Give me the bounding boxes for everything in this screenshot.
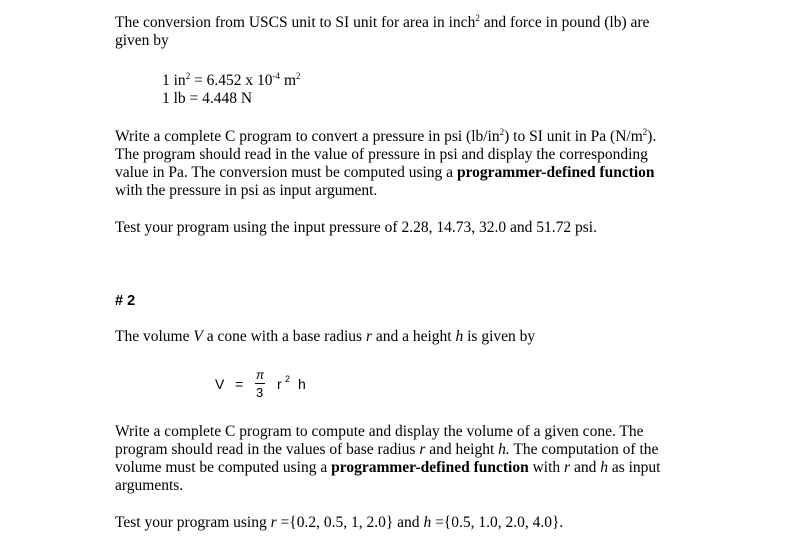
problem2-test — [115, 514, 735, 532]
desc-text: and — [570, 459, 601, 476]
var-h: h — [600, 459, 608, 476]
cone-volume-formula — [215, 366, 335, 402]
intro-text: is given by — [463, 328, 536, 345]
desc-text: with — [528, 459, 565, 476]
desc-text: program should read in the values of base radius — [115, 441, 420, 458]
superscript: -4 — [272, 71, 281, 81]
eq-text: m — [280, 72, 296, 89]
desc-text: value in Pa. The conversion must be computed using a — [115, 164, 457, 181]
problem2-heading: # 2 — [115, 293, 136, 309]
formula-lhs: V — [215, 376, 225, 392]
bold-text: programmer-defined function — [456, 164, 655, 181]
formula-r-exponent: 2 — [285, 374, 291, 384]
desc-text: volume must be computed using a — [115, 459, 332, 476]
var-r: r — [365, 328, 372, 345]
formula-r: r — [277, 376, 282, 392]
problem2-intro — [115, 328, 695, 346]
conversion-eq-area — [162, 72, 301, 90]
desc-text: ) to SI unit in Pa (N/m — [504, 128, 643, 145]
problem2-description — [115, 423, 715, 495]
superscript: 2 — [642, 127, 648, 137]
intro-text: and a height — [371, 328, 456, 345]
var-h: h. — [498, 441, 510, 458]
formula-equals: = — [235, 376, 244, 392]
test-text: Test your program using — [115, 514, 271, 531]
superscript: 2 — [296, 71, 301, 81]
desc-text: and height — [425, 441, 499, 458]
desc-text: as input — [607, 459, 661, 476]
test-text: ={0.5, 1.0, 2.0, 4.0}. — [431, 514, 564, 531]
desc-text: arguments. — [115, 477, 184, 494]
var-v: V — [193, 328, 203, 345]
intro-text: a cone with a base radius — [202, 328, 366, 345]
var-r: r — [564, 459, 571, 476]
var-h: h — [455, 328, 464, 345]
intro-text: The conversion from USCS unit to SI unit for area in inch — [115, 14, 476, 31]
intro-text: and force in pound (lb) are — [479, 14, 650, 31]
test-text: ={0.2, 0.5, 1, 2.0} and — [276, 514, 424, 531]
desc-text: Write a complete C program to compute and display the volume of a given cone. The — [115, 423, 644, 440]
var-r: r — [270, 514, 277, 531]
eq-text: 1 in — [162, 72, 186, 89]
intro-text: The volume — [115, 328, 194, 345]
intro-text: given by — [115, 32, 169, 49]
bold-text: programmer-defined function — [331, 459, 529, 476]
conversion-eq-force: 1 lb = 4.448 N — [162, 90, 253, 107]
problem1-test: Test your program using the input pressure of 2.28, 14.73, 32.0 and 51.72 psi. — [115, 219, 597, 236]
formula-numerator: π — [256, 368, 265, 382]
desc-text: The program should read in the value of pressure in psi and display the corresponding — [115, 146, 648, 163]
desc-text: ). — [647, 128, 657, 145]
eq-text: = 6.452 x 10 — [190, 72, 273, 89]
superscript: 2 — [185, 71, 191, 81]
problem1-intro — [115, 14, 695, 50]
var-r: r — [419, 441, 426, 458]
var-h: h — [423, 514, 432, 531]
superscript: 2 — [475, 13, 480, 23]
formula-denominator: 3 — [256, 385, 264, 400]
desc-text: The computation of the — [509, 441, 659, 458]
superscript: 2 — [499, 127, 505, 137]
desc-text: Write a complete C program to convert a pressure in psi (lb/in — [115, 128, 500, 145]
formula-h: h — [298, 376, 306, 392]
desc-text: with the pressure in psi as input argument. — [115, 182, 378, 199]
problem1-description — [115, 128, 715, 200]
